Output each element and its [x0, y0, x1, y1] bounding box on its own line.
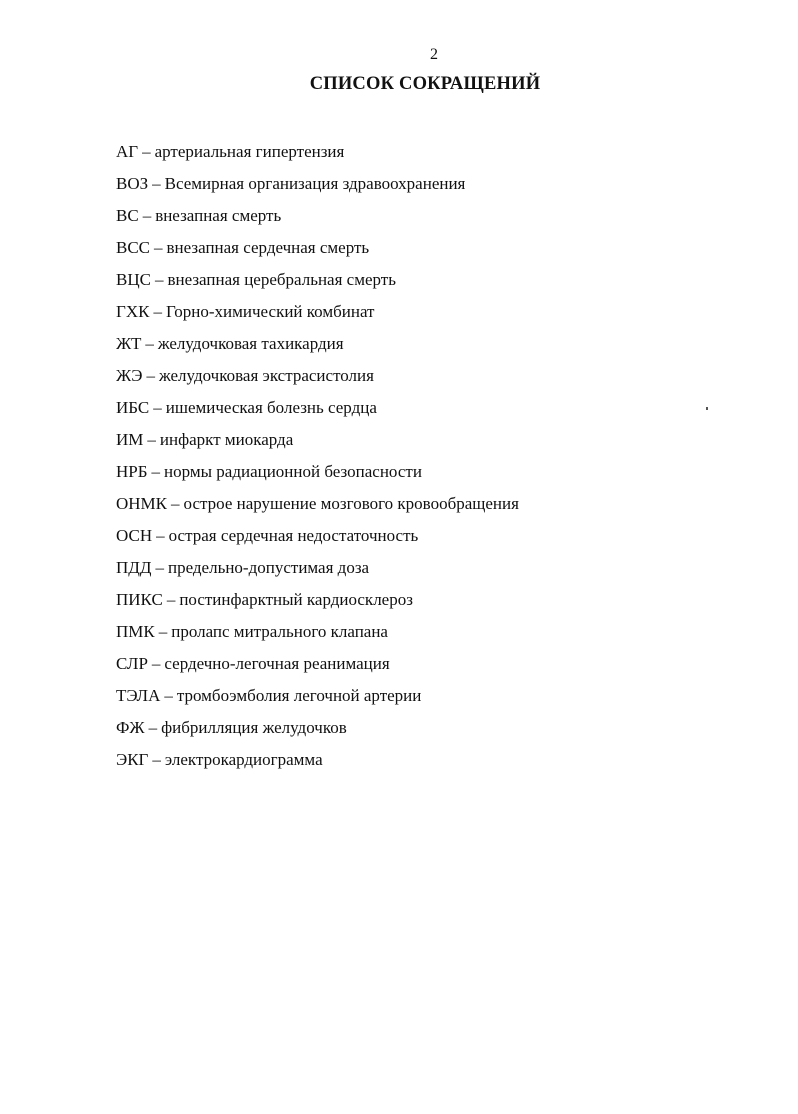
- abbreviation-item: [116, 652, 519, 684]
- abbreviation-separator: –: [146, 366, 155, 385]
- abbreviation-term: ГХК: [116, 302, 150, 321]
- abbreviation-separator: –: [142, 206, 152, 225]
- abbreviation-meaning: фибрилляция желудочков: [161, 718, 347, 737]
- abbreviation-meaning: тромбоэмболия легочной артерии: [176, 686, 422, 705]
- abbreviation-item: [116, 396, 519, 428]
- abbreviation-meaning: сердечно-легочная реанимация: [164, 654, 390, 673]
- abbreviation-separator: –: [147, 430, 156, 449]
- abbreviation-term: ТЭЛА: [116, 686, 161, 705]
- abbreviation-meaning: Всемирная организация здравоохранения: [164, 174, 466, 193]
- abbreviation-meaning: инфаркт миокарда: [159, 430, 294, 449]
- abbreviation-term: ОСН: [116, 526, 153, 545]
- abbreviation-item: [116, 172, 519, 204]
- abbreviation-term: ИМ: [116, 430, 144, 449]
- abbreviation-meaning: артериальная гипертензия: [154, 142, 345, 161]
- abbreviation-item: [116, 236, 519, 268]
- abbreviation-separator: –: [164, 686, 173, 705]
- abbreviation-term: ЖЭ: [116, 366, 143, 385]
- abbreviation-term: ОНМК: [116, 494, 168, 513]
- abbreviation-item: [116, 268, 519, 300]
- abbreviation-meaning: постинфарктный кардиосклероз: [179, 590, 413, 609]
- abbreviation-term: СЛР: [116, 654, 148, 673]
- abbreviation-separator: –: [153, 302, 162, 321]
- abbreviation-term: ВОЗ: [116, 174, 149, 193]
- abbreviation-item: [116, 492, 519, 524]
- abbreviation-term: ФЖ: [116, 718, 145, 737]
- abbreviation-separator: –: [142, 142, 151, 161]
- abbreviation-meaning: желудочковая экстрасистолия: [158, 366, 374, 385]
- page-number: 2: [430, 46, 438, 63]
- abbreviation-term: ЭКГ: [116, 750, 149, 769]
- abbreviation-item: [116, 684, 519, 716]
- abbreviation-term: ПМК: [116, 622, 155, 641]
- abbreviation-term: АГ: [116, 142, 139, 161]
- abbreviation-separator: –: [152, 174, 161, 193]
- abbreviation-term: ИБС: [116, 398, 150, 417]
- abbreviation-term: ВСС: [116, 238, 151, 257]
- abbreviation-item: [116, 428, 519, 460]
- abbreviation-item: [116, 620, 519, 652]
- abbreviation-meaning: внезапная смерть: [155, 206, 282, 225]
- abbreviation-separator: –: [151, 654, 161, 673]
- abbreviation-meaning: острое нарушение мозгового кровообращения: [183, 494, 519, 513]
- abbreviation-meaning: пролапс митрального клапана: [171, 622, 388, 641]
- abbreviation-separator: –: [166, 590, 176, 609]
- abbreviation-item: [116, 204, 519, 236]
- abbreviation-term: ПДД: [116, 558, 152, 577]
- abbreviation-separator: –: [148, 718, 158, 737]
- abbreviation-term: ВЦС: [116, 270, 151, 289]
- abbreviation-separator: –: [155, 558, 164, 577]
- abbreviation-separator: –: [153, 398, 162, 417]
- abbreviation-term: ВС: [116, 206, 139, 225]
- abbreviation-separator: –: [156, 526, 165, 545]
- abbreviation-item: [116, 332, 519, 364]
- scan-speck: [706, 407, 708, 410]
- abbreviation-meaning: ишемическая болезнь сердца: [165, 398, 377, 417]
- abbreviation-separator: –: [152, 750, 161, 769]
- abbreviation-meaning: внезапная церебральная смерть: [167, 270, 396, 289]
- abbreviation-meaning: нормы радиационной безопасности: [164, 462, 422, 481]
- abbreviation-term: ЖТ: [116, 334, 142, 353]
- abbreviation-item: [116, 300, 519, 332]
- abbreviation-separator: –: [154, 270, 164, 289]
- abbreviation-term: ПИКС: [116, 590, 163, 609]
- abbreviation-item: [116, 140, 519, 172]
- abbreviation-meaning: электрокардиограмма: [164, 750, 323, 769]
- abbreviation-item: [116, 556, 519, 588]
- abbreviation-meaning: внезапная сердечная смерть: [166, 238, 370, 257]
- abbreviation-list: [116, 140, 519, 780]
- abbreviation-item: [116, 748, 519, 780]
- abbreviation-item: [116, 364, 519, 396]
- abbreviation-separator: –: [154, 238, 163, 257]
- page-title: СПИСОК СОКРАЩЕНИЙ: [309, 74, 541, 94]
- abbreviation-item: [116, 460, 519, 492]
- abbreviation-meaning: Горно-химический комбинат: [165, 302, 375, 321]
- abbreviation-meaning: желудочковая тахикардия: [157, 334, 344, 353]
- abbreviation-item: [116, 524, 519, 556]
- abbreviation-meaning: острая сердечная недостаточность: [168, 526, 419, 545]
- abbreviation-meaning: предельно-допустимая доза: [167, 558, 370, 577]
- abbreviation-separator: –: [158, 622, 168, 641]
- abbreviation-separator: –: [171, 494, 180, 513]
- abbreviation-item: [116, 716, 519, 748]
- abbreviation-term: НРБ: [116, 462, 148, 481]
- abbreviation-separator: –: [145, 334, 154, 353]
- abbreviation-item: [116, 588, 519, 620]
- abbreviation-separator: –: [151, 462, 160, 481]
